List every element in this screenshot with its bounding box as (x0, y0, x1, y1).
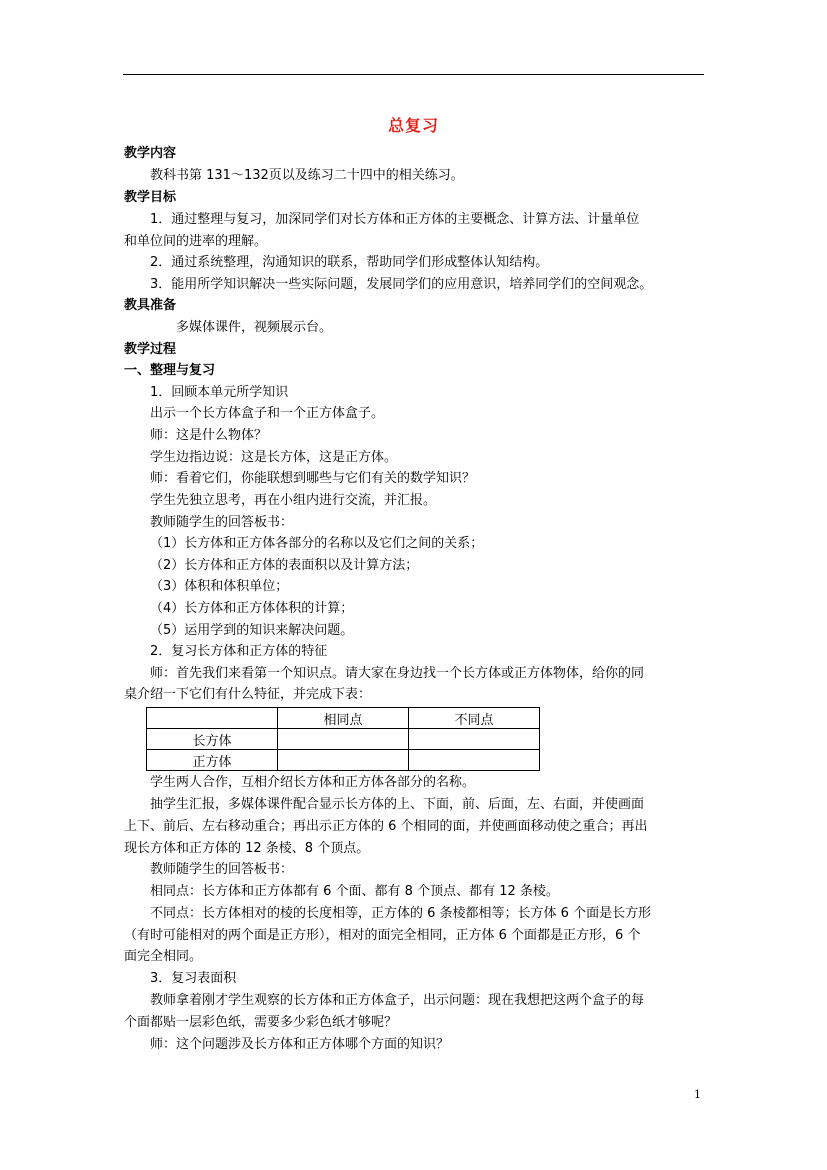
paragraph-line: 师：这个问题涉及长方体和正方体哪个方面的知识？ (150, 1037, 450, 1052)
table-cell (409, 750, 540, 771)
paragraph-line: 1．通过整理与复习，加深同学们对长方体和正方体的主要概念、计算方法、计量单位 (150, 212, 640, 227)
table-header-cell: 相同点 (278, 708, 409, 729)
section-heading: 一、整理与复习 (124, 363, 216, 378)
page-number: 1 (694, 1088, 701, 1101)
table-header-cell: 不同点 (409, 708, 540, 729)
paragraph-line: 2．复习长方体和正方体的特征 (150, 644, 328, 659)
table-cell (278, 750, 409, 771)
table-cell: 长方体 (147, 729, 278, 750)
paragraph-line: 面完全相同。 (124, 949, 203, 964)
paragraph-line: 教师随学生的回答板书： (150, 515, 294, 530)
table-header-row (147, 708, 540, 729)
paragraph-line: 学生先独立思考，再在小组内进行交流，并汇报。 (150, 493, 437, 508)
header-rule (123, 74, 704, 75)
paragraph-line: 相同点：长方体和正方体都有 6 个面、都有 8 个顶点、都有 12 条棱。 (150, 884, 559, 899)
paragraph-line: 多媒体课件，视频展示台。 (176, 320, 333, 335)
paragraph-line: 上下、前后、左右移动重合；再出示正方体的 6 个相同的面，并使画面移动使之重合；再出 (124, 819, 648, 834)
list-item: （1）长方体和正方体各部分的名称以及它们之间的关系； (150, 536, 484, 551)
section-heading: 教学内容 (124, 146, 177, 161)
table-header-cell (147, 708, 278, 729)
page-title: 总复习 (387, 116, 439, 135)
paragraph-line: 抽学生汇报，多媒体课件配合显示长方体的上、下面，前、后面，左、右面，并使画面 (150, 797, 645, 812)
paragraph-line: （有时可能相对的两个面是正方形），相对的面完全相同，正方体 6 个面都是正方形，6 个 (124, 928, 641, 943)
section-heading: 教具准备 (124, 298, 177, 313)
list-item: （2）长方体和正方体的表面积以及计算方法； (150, 558, 419, 573)
paragraph-line: 不同点：长方体相对的棱的长度相等，正方体的 6 条棱都相等；长方体 6 个面是长方形 (150, 906, 652, 921)
table-cell (278, 729, 409, 750)
list-item: （5）运用学到的知识来解决问题。 (150, 623, 354, 638)
list-item: （3）体积和体积单位； (150, 579, 289, 594)
paragraph-line: 师：这是什么物体？ (150, 428, 268, 443)
section-heading: 教学过程 (124, 342, 177, 357)
section-heading: 教学目标 (124, 190, 177, 205)
paragraph-line: 个面都贴一层彩色纸，需要多少彩色纸才够呢？ (124, 1015, 398, 1030)
paragraph-line: 2．通过系统整理，沟通知识的联系，帮助同学们形成整体认知结构。 (150, 255, 549, 270)
paragraph-line: 教师随学生的回答板书： (150, 862, 294, 877)
list-item: （4）长方体和正方体体积的计算； (150, 601, 354, 616)
paragraph-line: 学生两人合作，互相介绍长方体和正方体各部分的名称。 (150, 775, 476, 790)
paragraph-line: 教科书第 131～132页以及练习二十四中的相关练习。 (150, 168, 464, 183)
paragraph-line: 3．能用所学知识解决一些实际问题，发展同学们的应用意识，培养同学们的空间观念。 (150, 277, 653, 292)
comparison-table (146, 707, 540, 771)
paragraph-line: 师：首先我们来看第一个知识点。请大家在身边找一个长方体或正方体物体，给你的同 (150, 666, 645, 681)
table-cell: 正方体 (147, 750, 278, 771)
paragraph-line: 师：看着它们，你能联想到哪些与它们有关的数学知识？ (150, 471, 476, 486)
paragraph-line: 出示一个长方体盒子和一个正方体盒子。 (150, 406, 385, 421)
table-row (147, 729, 540, 750)
paragraph-line: 3．复习表面积 (150, 971, 237, 986)
paragraph-line: 现长方体和正方体的 12 条棱、8 个顶点。 (124, 841, 370, 856)
paragraph-line: 教师拿着刚才学生观察的长方体和正方体盒子，出示问题：现在我想把这两个盒子的每 (150, 993, 645, 1008)
table-row (147, 750, 540, 771)
paragraph-line: 学生边指边说：这是长方体，这是正方体。 (150, 450, 398, 465)
paragraph-line: 1．回顾本单元所学知识 (150, 385, 289, 400)
paragraph-line: 和单位间的进率的理解。 (124, 234, 268, 249)
paragraph-line: 桌介绍一下它们有什么特征，并完成下表： (124, 687, 372, 702)
table-cell (409, 729, 540, 750)
